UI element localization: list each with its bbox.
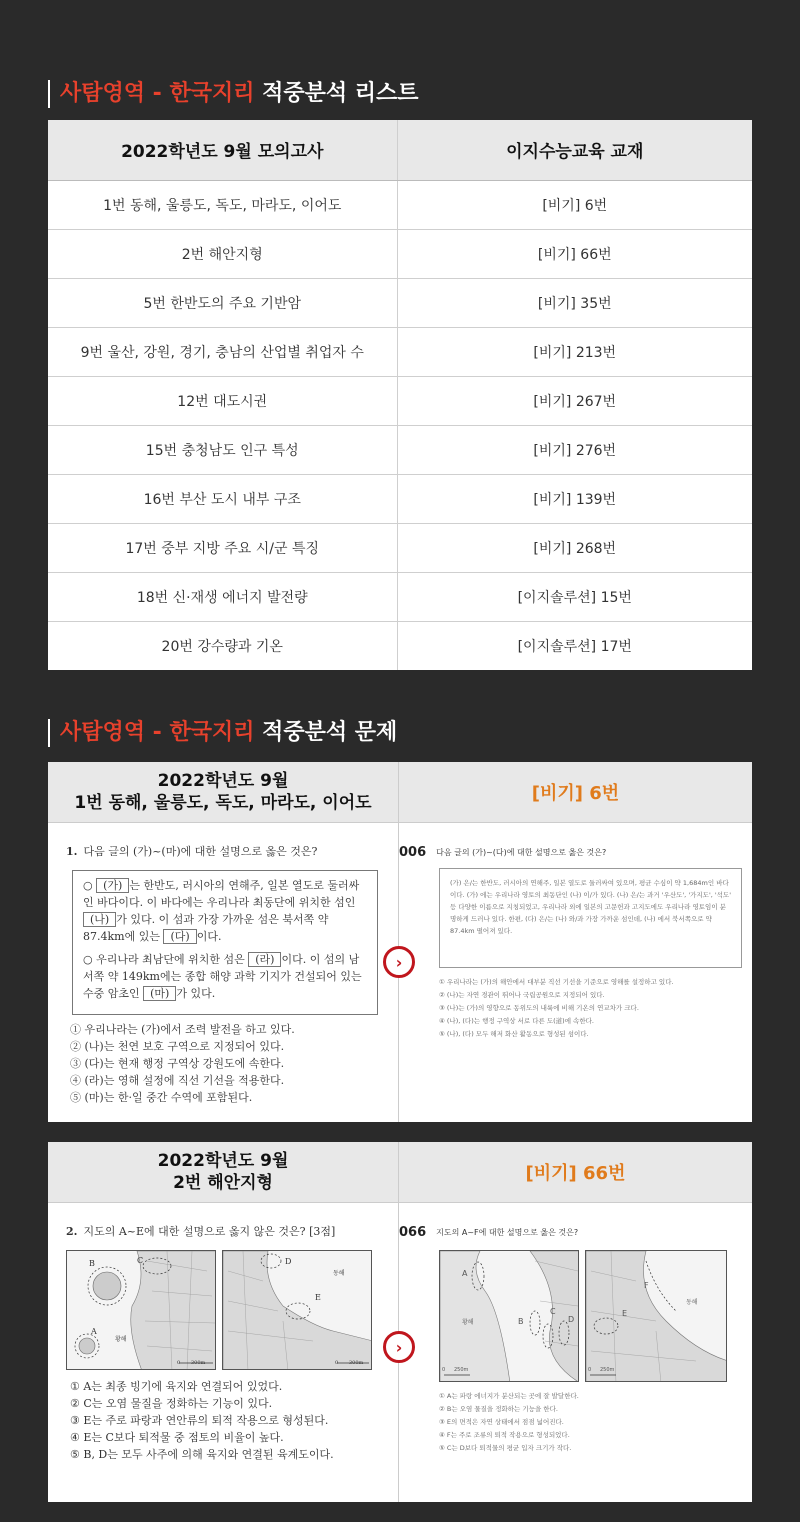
passage-text: 이다. xyxy=(196,930,222,943)
answer-options xyxy=(66,1021,384,1106)
cell-textbook: [비기] 213번 xyxy=(397,327,752,376)
textbook-map-label-f: F xyxy=(644,1281,649,1290)
textbook-answer-option: ① A는 파랑 에너지가 분산되는 곳에 잘 발달한다. xyxy=(439,1392,579,1400)
answer-option: ⑤ B, D는 모두 사주에 의해 육지와 연결된 육계도이다. xyxy=(70,1448,334,1461)
cell-textbook: [이지솔루션] 15번 xyxy=(397,572,752,621)
textbook-answer-option: ④ F는 주로 조류의 퇴적 작용으로 형성되었다. xyxy=(439,1431,570,1439)
coastal-map-west xyxy=(66,1250,216,1370)
blank-box: (가) xyxy=(96,878,129,893)
textbook-passage-box: (가) 은/는 한반도, 러시아의 연해주, 일본 열도로 둘러싸여 있으며, 평균 수심이 약 1,684m인 바다이다. (가) 에는 우리나라 영토의 최동단인 (나) 이/가 있다. (나) 은/는 과거 '우산도', '가지도', '석도' 등 다양한 이름으로 지칭되었고, 우리나라 외에 일본의 고문헌과 고지도에도 우리나라 영토임이 분명하게 드러나 있다. 한편, (다) 은/는 (나) 와/과 가장 가까운 섬인데, (나) 에서 북서쪽으로 약 87.4km 떨어져 있다. xyxy=(439,868,742,968)
question-passage-box xyxy=(72,870,378,1015)
textbook-map-west xyxy=(439,1250,579,1382)
section-title-highlight: 사탐영역 - 한국지리 xyxy=(60,720,255,745)
card-header xyxy=(48,762,752,823)
textbook-maps xyxy=(439,1250,742,1382)
textbook-map-east xyxy=(585,1250,727,1382)
map-scale: 300m xyxy=(349,1360,364,1366)
textbook-answer-option: ③ (나)는 (가)의 영향으로 동위도의 내륙에 비해 기온의 연교차가 크다. xyxy=(439,1004,639,1012)
card-body xyxy=(48,1203,752,1502)
answer-option: ③ (다)는 현재 행정 구역상 강원도에 속한다. xyxy=(70,1057,285,1070)
table-row xyxy=(48,180,752,229)
passage-text: ○ xyxy=(83,879,97,892)
answer-option: ② (나)는 천연 보호 구역으로 지정되어 있다. xyxy=(70,1040,285,1053)
exam-question-panel xyxy=(48,823,399,1122)
textbook-question-text: 다음 글의 (가)~(다)에 대한 설명으로 옳은 것은? xyxy=(436,848,607,857)
map-label-d: D xyxy=(285,1257,292,1266)
answer-option: ① 우리나라는 (가)에서 조력 발전을 하고 있다. xyxy=(70,1023,295,1036)
table-row xyxy=(48,376,752,425)
table-row xyxy=(48,278,752,327)
answer-option: ④ (라)는 영해 설정에 직선 기선을 적용한다. xyxy=(70,1074,285,1087)
textbook-map-label-a: A xyxy=(462,1269,468,1278)
card-exam-line1: 2022학년도 9월 xyxy=(157,1151,289,1171)
table-row xyxy=(48,572,752,621)
textbook-answer-option: ⑤ (나), (다) 모두 해저 화산 활동으로 형성된 섬이다. xyxy=(439,1030,589,1038)
textbook-answer-option: ② B는 오염 물질을 정화하는 기능을 한다. xyxy=(439,1405,558,1413)
card-header-textbook: [비기] 6번 xyxy=(399,762,752,822)
passage-paragraph xyxy=(83,951,367,1002)
textbook-answer-options xyxy=(439,1390,742,1455)
cell-exam: 18번 신·재생 에너지 발전량 xyxy=(48,572,397,621)
textbook-map-label-yellow-sea: 황해 xyxy=(462,1319,474,1326)
passage-text: 는 한반도, 러시아의 연해주, 일본 열도로 둘러싸인 바다이다. 이 바다에는 우리나라 최동단에 위치한 섬인 xyxy=(83,879,360,909)
question-maps xyxy=(66,1250,384,1370)
cell-exam: 16번 부산 도시 내부 구조 xyxy=(48,474,397,523)
cell-exam: 15번 충청남도 인구 특성 xyxy=(48,425,397,474)
cell-textbook: [이지솔루션] 17번 xyxy=(517,638,632,655)
cell-exam: 9번 울산, 강원, 경기, 충남의 산업별 취업자 수 xyxy=(48,327,397,376)
cell-exam: 1번 동해, 울릉도, 독도, 마라도, 이어도 xyxy=(48,180,397,229)
textbook-map-scale: 250m xyxy=(454,1367,469,1373)
passage-text: 가 있다. xyxy=(176,987,216,1000)
map-label-c: C xyxy=(137,1256,144,1265)
textbook-map-label-c: C xyxy=(550,1307,556,1316)
cell-exam: 17번 중부 지방 주요 시/군 특징 xyxy=(48,523,397,572)
column-header-textbook: 이지수능교육 교재 xyxy=(397,120,752,180)
table-row xyxy=(48,425,752,474)
textbook-answer-option: ① 우리나라는 (가)의 해안에서 대부분 직선 기선을 기준으로 영해를 설정하고 있다. xyxy=(439,978,674,986)
cell-textbook: [비기] 6번 xyxy=(397,180,752,229)
answer-option: ⑤ (마)는 한·일 중간 수역에 포함된다. xyxy=(70,1091,253,1104)
textbook-question-number: 006 xyxy=(399,845,427,860)
passage-text: ○ 우리나라 최남단에 위치한 섬은 xyxy=(83,953,245,966)
cell-exam: 5번 한반도의 주요 기반암 xyxy=(48,278,397,327)
map-scale-zero: 0 xyxy=(335,1360,339,1366)
section-title-problems xyxy=(48,719,397,747)
textbook-question-number: 066 xyxy=(399,1225,427,1240)
question-text: 다음 글의 (가)~(마)에 대한 설명으로 옳은 것은? xyxy=(83,845,318,858)
card-header-textbook: [비기] 66번 xyxy=(399,1142,752,1202)
card-exam-line2: 1번 동해, 울릉도, 독도, 마라도, 이어도 xyxy=(74,793,372,813)
map-label-yellow-sea: 황해 xyxy=(115,1336,127,1343)
cell-textbook: [비기] 66번 xyxy=(397,229,752,278)
textbook-map-label-b: B xyxy=(518,1317,524,1326)
answer-option: ② C는 오염 물질을 정화하는 기능이 있다. xyxy=(70,1397,273,1410)
map-scale-zero: 0 xyxy=(177,1360,181,1366)
map-scale: 300m xyxy=(191,1360,206,1366)
cell-textbook: [비기] 268번 xyxy=(397,523,752,572)
passage-text: 이다. 이 섬의 남서쪽 약 149km에는 종합 해양 과학 기지가 건설되어 있는 수중 암초인 xyxy=(83,953,362,1000)
answer-options xyxy=(66,1378,384,1463)
textbook-answer-option: ⑤ C는 D보다 퇴적물의 평균 입자 크기가 작다. xyxy=(439,1444,572,1452)
textbook-map-scale-zero: 0 xyxy=(442,1367,446,1373)
textbook-map-label-d: D xyxy=(568,1315,575,1324)
answer-option: ① A는 최종 빙기에 육지와 연결되어 있었다. xyxy=(70,1380,283,1393)
section-title-rest: 적중분석 리스트 xyxy=(254,81,419,106)
textbook-map-label-e: E xyxy=(622,1309,628,1318)
card-header xyxy=(48,1142,752,1203)
question-number: 1. xyxy=(66,845,78,858)
comparison-card-2 xyxy=(48,1142,752,1502)
table-row xyxy=(48,474,752,523)
textbook-answer-options xyxy=(439,976,742,1041)
coastal-map-east xyxy=(222,1250,372,1370)
blank-box: (다) xyxy=(163,929,196,944)
exam-question-panel xyxy=(48,1203,399,1502)
textbook-answer-option: ③ E의 면적은 자연 상태에서 점점 넓어진다. xyxy=(439,1418,564,1426)
textbook-map-scale: 250m xyxy=(600,1367,615,1373)
section-title-rest: 적중분석 문제 xyxy=(254,720,398,745)
table-row xyxy=(48,523,752,572)
map-label-b: B xyxy=(89,1259,95,1268)
question-stem xyxy=(66,1223,384,1240)
arrow-right-icon: › xyxy=(383,1331,415,1363)
question-text: 지도의 A~E에 대한 설명으로 옳지 않은 것은? [3점] xyxy=(83,1225,336,1238)
section-title-highlight: 사탐영역 - 한국지리 xyxy=(60,81,255,106)
cell-textbook: [비기] 276번 xyxy=(397,425,752,474)
cell-textbook: [비기] 139번 xyxy=(397,474,752,523)
map-label-east-sea: 동해 xyxy=(333,1270,345,1277)
textbook-question-text: 지도의 A~F에 대한 설명으로 옳은 것은? xyxy=(436,1228,579,1237)
map-label-a: A xyxy=(91,1327,97,1336)
cell-exam: 2번 해안지형 xyxy=(48,229,397,278)
table-row xyxy=(48,327,752,376)
comparison-card-1 xyxy=(48,762,752,1122)
card-header-exam xyxy=(48,1142,399,1202)
textbook-answer-option: ④ (나), (다)는 행정 구역상 서로 다른 도(道)에 속한다. xyxy=(439,1017,594,1025)
card-header-exam xyxy=(48,762,399,822)
answer-option: ③ E는 주로 파랑과 연안류의 퇴적 작용으로 형성된다. xyxy=(70,1414,329,1427)
cell-exam: 12번 대도시권 xyxy=(48,376,397,425)
answer-option: ④ E는 C보다 퇴적물 중 점토의 비율이 높다. xyxy=(70,1431,284,1444)
card-exam-line2: 2번 해안지형 xyxy=(173,1173,273,1193)
column-header-exam: 2022학년도 9월 모의고사 xyxy=(48,120,397,180)
textbook-map-scale-zero: 0 xyxy=(588,1367,592,1373)
textbook-question-panel xyxy=(399,1203,752,1502)
passage-paragraph xyxy=(83,877,367,945)
analysis-table xyxy=(48,120,752,670)
textbook-question-panel xyxy=(399,823,752,1122)
cell-exam: 20번 강수량과 기온 xyxy=(48,621,397,670)
arrow-right-icon: › xyxy=(383,946,415,978)
cell-textbook: [비기] 267번 xyxy=(397,376,752,425)
cell-textbook: [비기] 35번 xyxy=(397,278,752,327)
map-label-e: E xyxy=(315,1293,321,1302)
question-number: 2. xyxy=(66,1225,78,1238)
card-exam-line1: 2022학년도 9월 xyxy=(157,771,289,791)
card-body xyxy=(48,823,752,1122)
textbook-answer-option: ② (나)는 자연 경관이 뛰어나 국립공원으로 지정되어 있다. xyxy=(439,991,605,999)
passage-text: 가 있다. 이 섬과 가장 가까운 섬은 북서쪽 약 87.4km에 있는 xyxy=(83,913,329,943)
textbook-map-label-east-sea: 동해 xyxy=(686,1299,698,1306)
table-row xyxy=(48,229,752,278)
table-header-row xyxy=(48,120,752,180)
blank-box: (라) xyxy=(248,952,281,967)
textbook-question-stem xyxy=(399,845,742,860)
section-title-list xyxy=(48,80,419,108)
blank-box: (마) xyxy=(143,986,176,1001)
textbook-question-stem xyxy=(399,1225,742,1240)
table-row xyxy=(48,621,752,670)
question-stem xyxy=(66,843,384,860)
blank-box: (나) xyxy=(83,912,116,927)
